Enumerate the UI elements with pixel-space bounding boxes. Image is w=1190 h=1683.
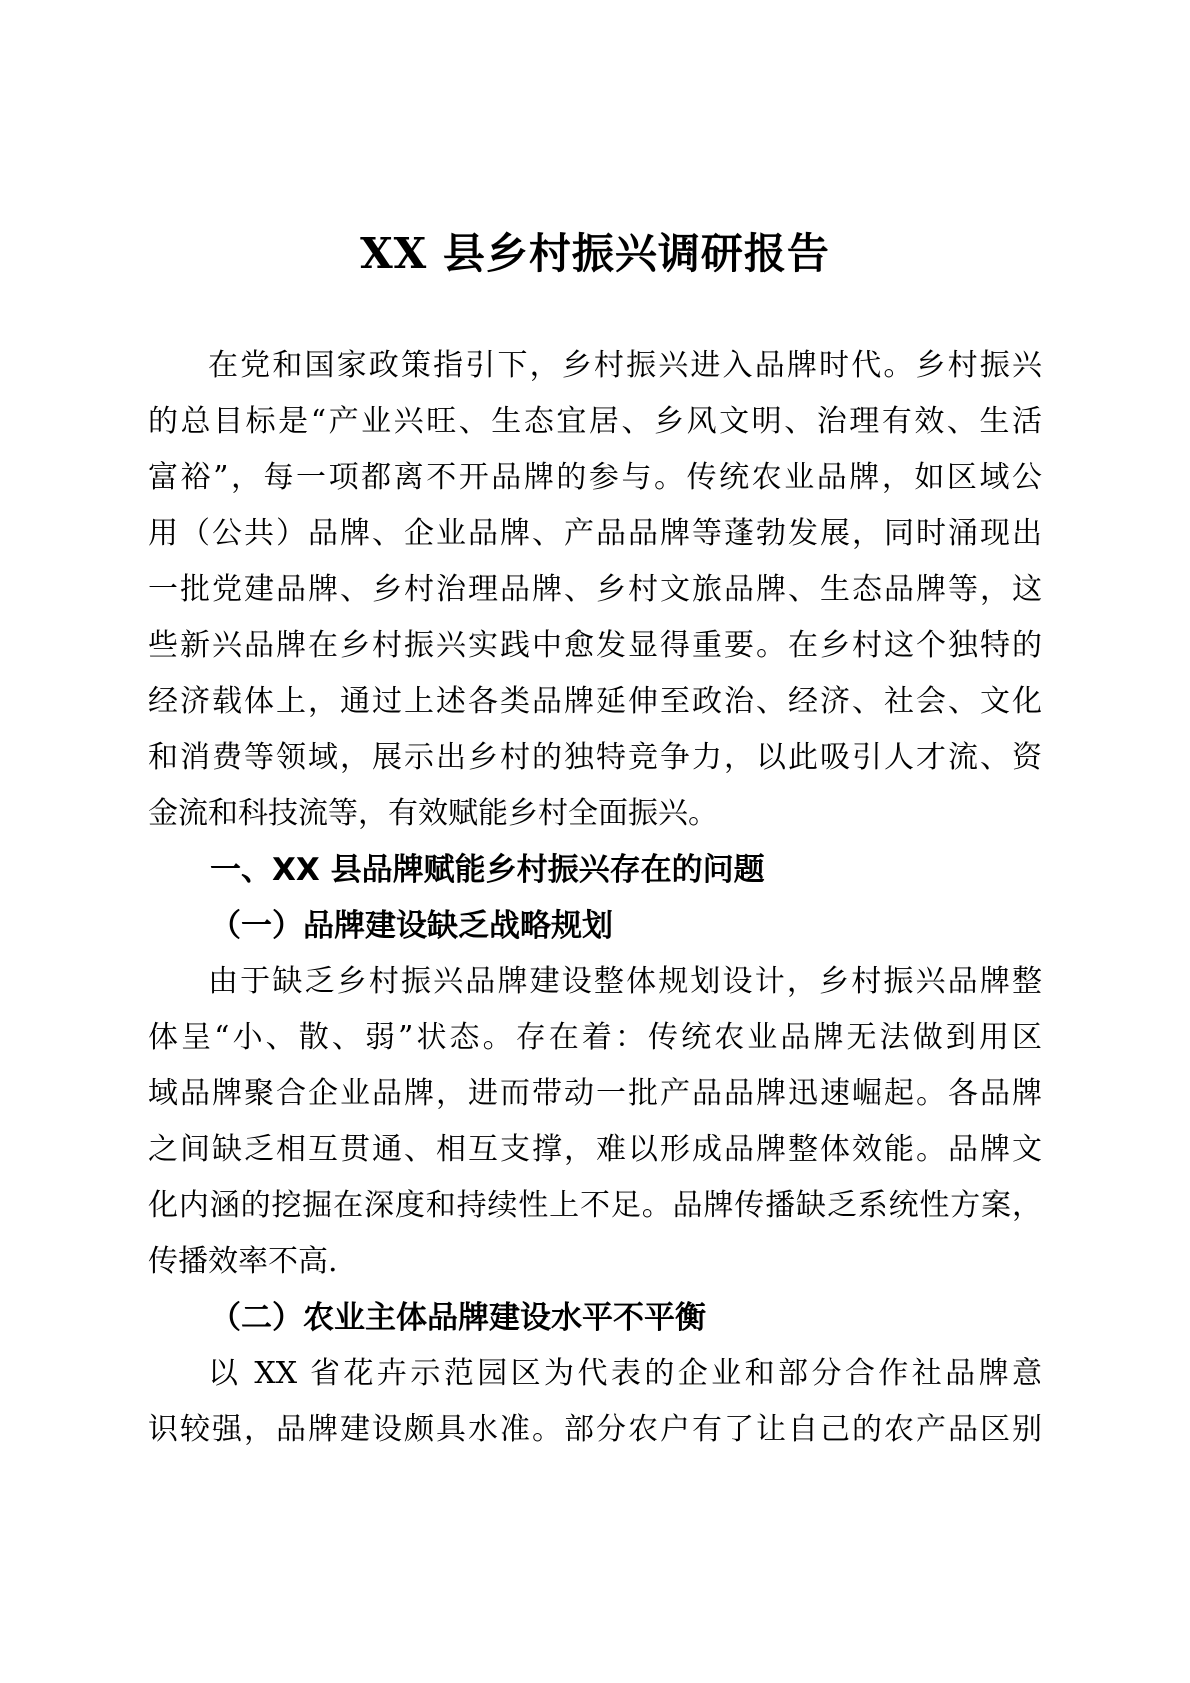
paragraph-line: 经济载体上，通过上述各类品牌延伸至政治、经济、社会、文化 [148,684,1042,719]
paragraph-line: 的总目标是“产业兴旺、生态宜居、乡风文明、治理有效、生活 [148,404,1042,439]
paragraph-line: 和消费等领域，展示出乡村的独特竞争力，以此吸引人才流、资 [148,740,1042,775]
paragraph-line: 金流和科技流等，有效赋能乡村全面振兴。 [148,796,718,831]
paragraph-2 [148,954,1042,1290]
paragraph-line: 之间缺乏相互贯通、相互支撑，难以形成品牌整体效能。品牌文 [148,1132,1042,1167]
document-body [148,0,1042,1458]
section-heading-1: 一、XX 县品牌赋能乡村振兴存在的问题 [210,852,765,888]
paragraph-line: 在党和国家政策指引下，乡村振兴进入品牌时代。乡村振兴 [208,348,1042,383]
paragraph-line: 由于缺乏乡村振兴品牌建设整体规划设计，乡村振兴品牌整 [208,964,1042,999]
paragraph-1 [148,338,1042,842]
paragraph-line: 传播效率不高. [148,1244,338,1279]
paragraph-line: 富裕”，每一项都离不开品牌的参与。传统农业品牌，如区域公 [148,460,1042,495]
sub-heading-2: （二）农业主体品牌建设水平不平衡 [210,1300,706,1336]
paragraph-line: 识较强，品牌建设颇具水准。部分农户有了让自己的农产品区别 [148,1412,1042,1447]
paragraph-line: 化内涵的挖掘在深度和持续性上不足。品牌传播缺乏系统性方案， [148,1188,1042,1223]
paragraph-line: 域品牌聚合企业品牌，进而带动一批产品品牌迅速崛起。各品牌 [148,1076,1042,1111]
paragraph-line: 用（公共）品牌、企业品牌、产品品牌等蓬勃发展，同时涌现出 [148,516,1042,551]
sub-heading-1: （一）品牌建设缺乏战略规划 [210,908,613,944]
paragraph-line: 体呈“小、散、弱”状态。存在着：传统农业品牌无法做到用区 [148,1020,1042,1055]
paragraph-line: 一批党建品牌、乡村治理品牌、乡村文旅品牌、生态品牌等，这 [148,572,1042,607]
paragraph-line: 以 XX 省花卉示范园区为代表的企业和部分合作社品牌意 [208,1356,1042,1391]
paragraph-line: 些新兴品牌在乡村振兴实践中愈发显得重要。在乡村这个独特的 [148,628,1042,663]
paragraph-3 [148,1346,1042,1458]
document-title: XX 县乡村振兴调研报告 [360,229,830,278]
